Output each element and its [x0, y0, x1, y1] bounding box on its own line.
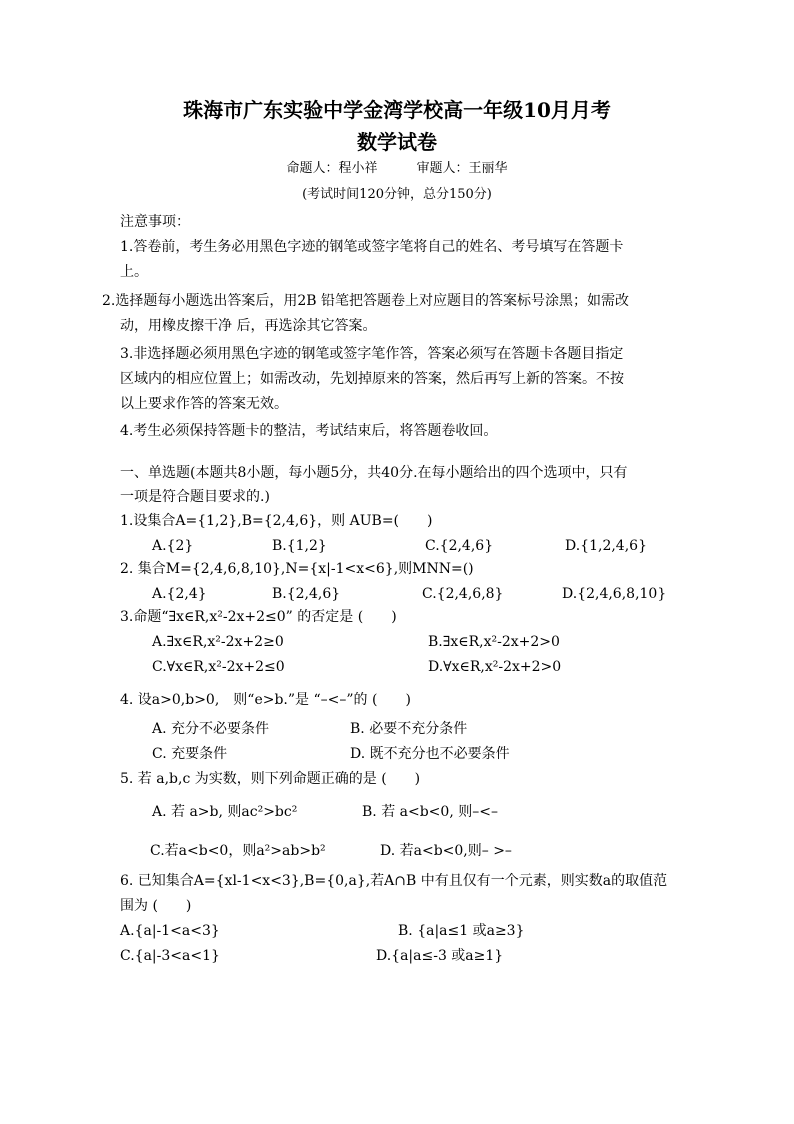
question-stem: 1.设集合A={1,2},B={2,4,6}，则 AUB=( ) [120, 513, 433, 529]
option-a: A.{2,4} [152, 586, 207, 602]
option-b: B. {a|a≤1 或a≥3} [398, 923, 525, 939]
note-3-line-2: 区域内的相应位置上；如需改动，先划掉原来的答案，然后再写上新的答案。不按 [120, 371, 624, 387]
question-stem: 4. 设a>0,b>0, 则“e>b.”是 “–<–”的 ( ) [120, 692, 411, 708]
option-d: D. 既不充分也不必要条件 [350, 746, 510, 762]
note-4: 4.考生必须保持答题卡的整洁，考试结束后，将答题卷收回。 [120, 423, 498, 439]
notes-heading: 注意事项： [120, 214, 190, 230]
question-stem: 5. 若 a,b,c 为实数，则下列命题正确的是 ( ) [120, 771, 421, 787]
option-a: A. 充分不必要条件 [152, 721, 270, 737]
note-3-line-3: 以上要求作答的答案无效。 [120, 396, 288, 412]
exam-info: (考试时间120分钟，总分150分) [302, 187, 492, 202]
option-d: D.∀x∈R,x²-2x+2>0 [428, 659, 562, 675]
note-2-line-1: 2.选择题每小题选出答案后，用2B 铅笔把答题卷上对应题目的答案标号涂黑；如需改 [102, 293, 630, 309]
option-c: C.{a|-3<a<1} [120, 948, 220, 964]
option-b: B.{2,4,6} [272, 586, 341, 602]
option-d: D.{1,2,4,6} [565, 538, 647, 554]
option-c: C.若a<b<0，则a²>ab>b² [150, 843, 326, 859]
note-1-line-2: 上。 [120, 264, 148, 280]
option-c: C.{2,4,6,8} [422, 586, 504, 602]
option-b: B. 必要不充分条件 [350, 721, 468, 737]
option-c: C.{2,4,6} [425, 538, 494, 554]
option-b: B.∃x∈R,x²-2x+2>0 [428, 634, 560, 650]
question-stem-line-2: 围为 ( ) [120, 898, 192, 914]
option-a: A. 若 a>b, 则ac²>bc² [152, 804, 298, 820]
exam-title: 珠海市广东实验中学金湾学校高一年级10月月考 [183, 98, 611, 122]
question-stem-line-1: 6. 已知集合A={xl-1<x<3},B={0,a},若A∩B 中有且仅有一个元素，则实数a的取值范 [120, 873, 668, 889]
note-1-line-1: 1.答卷前，考生务必用黑色字迹的钢笔或签字笔将自己的姓名、考号填写在答题卡 [120, 239, 624, 255]
section-1-line-2: 一项是符合题目要求的.) [120, 489, 270, 505]
option-a: A.{a|-1<a<3} [120, 923, 220, 939]
option-d: D.{a|a≤-3 或a≥1} [376, 948, 504, 964]
authors-line: 命题人：程小祥 审题人：王丽华 [286, 161, 508, 176]
exam-subtitle: 数学试卷 [357, 130, 437, 154]
option-c: C. 充要条件 [152, 746, 228, 762]
option-d: D.{2,4,6,8,10} [562, 586, 667, 602]
question-stem: 2. 集合M={2,4,6,8,10},N={x|-1<x<6},则MNN=() [120, 561, 474, 577]
option-b: B.{1,2} [272, 538, 327, 554]
question-stem: 3.命题“∃x∈R,x²-2x+2≤0” 的否定是 ( ) [120, 609, 397, 625]
section-1-line-1: 一、单选题(本题共8小题，每小题5分，共40分.在每小题给出的四个选项中，只有 [120, 465, 628, 481]
option-b: B. 若 a<b<0, 则–<– [362, 804, 498, 820]
option-a: A.∃x∈R,x²-2x+2≥0 [152, 634, 284, 650]
option-a: A.{2} [152, 538, 194, 554]
note-3-line-1: 3.非选择题必须用黑色字迹的钢笔或签字笔作答，答案必须写在答题卡各题目指定 [120, 346, 624, 362]
note-2-line-2: 动，用橡皮擦干净 后，再选涂其它答案。 [120, 318, 377, 334]
option-c: C.∀x∈R,x²-2x+2≤0 [152, 659, 285, 675]
option-d: D. 若a<b<0,则– >– [380, 843, 512, 859]
